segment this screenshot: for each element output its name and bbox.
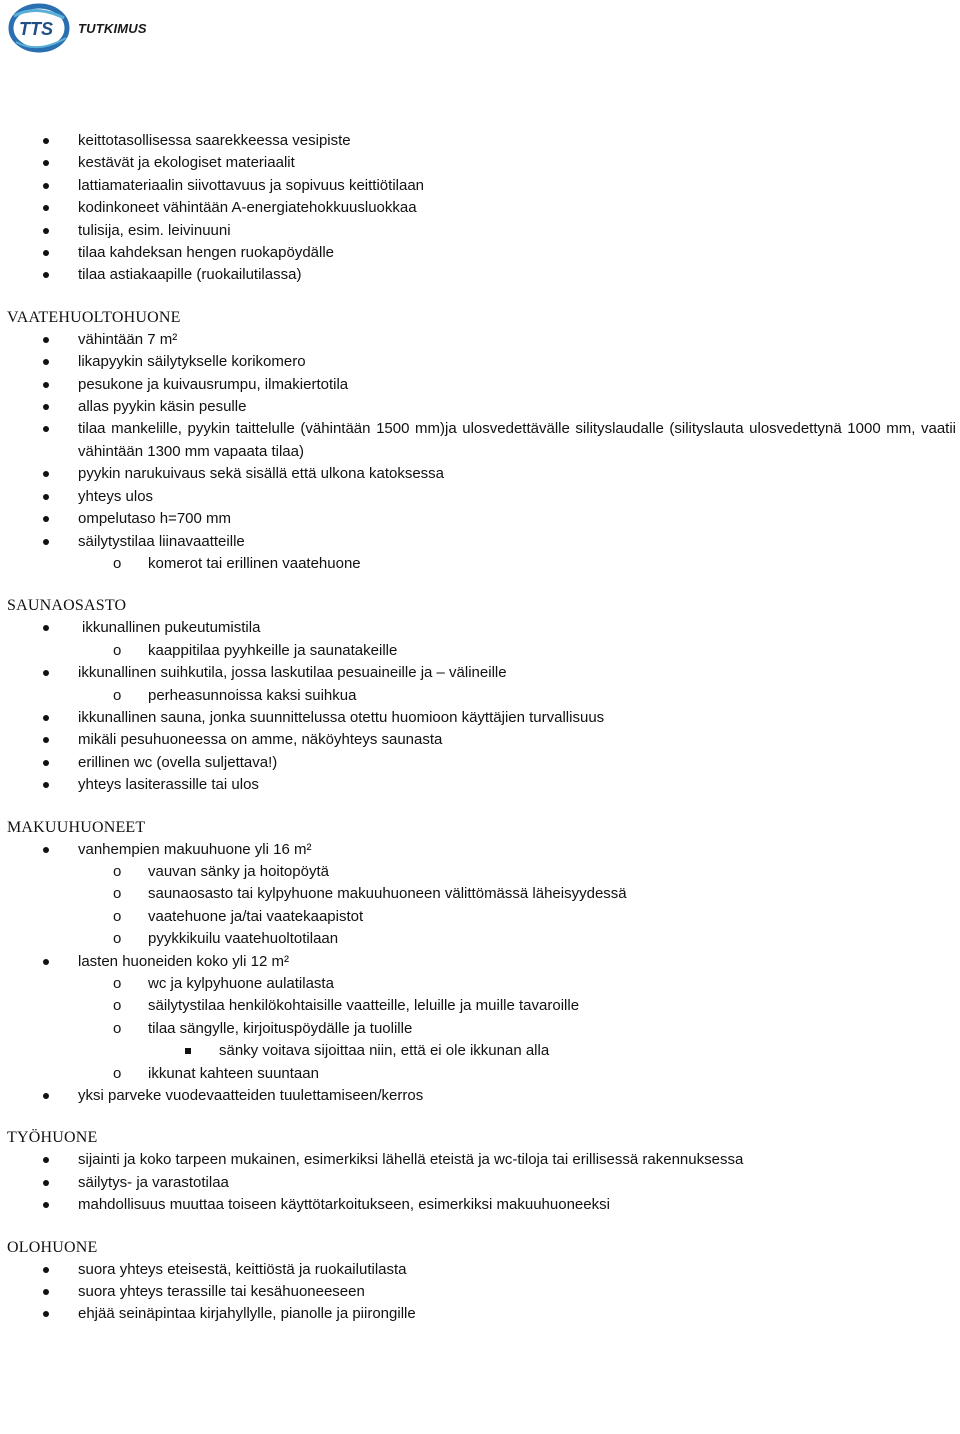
list-item: mikäli pesuhuoneessa on amme, näköyhteys saunasta bbox=[0, 729, 960, 751]
list-item: allas pyykin käsin pesulle bbox=[0, 396, 960, 418]
list-item: tilaa kahdeksan hengen ruokapöydälle bbox=[0, 242, 960, 264]
sub-list-item: o tilaa sängylle, kirjoituspöydälle ja tuolille bbox=[0, 1018, 960, 1040]
logo-mark-text: TTS bbox=[19, 19, 53, 39]
list-item: lasten huoneiden koko yli 12 m² bbox=[0, 951, 960, 973]
list-item: tilaa astiakaapille (ruokailutilassa) bbox=[0, 264, 960, 286]
list-item: ehjää seinäpintaa kirjahyllylle, pianolle ja piirongille bbox=[0, 1303, 960, 1325]
list-item: keittotasollisessa saarekkeessa vesipiste bbox=[0, 130, 960, 152]
list-item: sijainti ja koko tarpeen mukainen, esimerkiksi lähellä eteistä ja wc-tiloja tai erillisessä rakennuksessa bbox=[0, 1149, 960, 1171]
section-heading-makuuhuoneet: MAKUUHUONEET bbox=[7, 818, 146, 836]
section-heading-sauna: SAUNAOSASTO bbox=[7, 597, 127, 615]
list-item: ikkunallinen suihkutila, jossa laskutilaa pesuaineille ja – välineille bbox=[0, 662, 960, 684]
list-item: vanhempien makuuhuone yli 16 m² bbox=[0, 839, 960, 861]
section-heading-vaatehuolto: VAATEHUOLTOHUONE bbox=[7, 308, 181, 326]
list-item: säilytystilaa liinavaatteille bbox=[0, 531, 960, 553]
tts-logo-mark bbox=[6, 2, 76, 54]
list-item: kestävät ja ekologiset materiaalit bbox=[0, 152, 960, 174]
sub-list-item: o saunaosasto tai kylpyhuone makuuhuoneen välittömässä läheisyydessä bbox=[0, 883, 960, 905]
list-item: lattiamateriaalin siivottavuus ja sopivuus keittiötilaan bbox=[0, 175, 960, 197]
list-item: tulisija, esim. leivinuuni bbox=[0, 220, 960, 242]
makuuhuoneet-list bbox=[0, 839, 960, 1108]
sauna-list bbox=[0, 617, 960, 796]
section-heading-olohuone: OLOHUONE bbox=[7, 1238, 98, 1256]
sub-list-item: o komerot tai erillinen vaatehuone bbox=[0, 553, 960, 575]
sub-list-item: o pyykkikuilu vaatehuoltotilaan bbox=[0, 928, 960, 950]
list-item: ikkunallinen pukeutumistila bbox=[0, 617, 960, 639]
list-item: ompelutaso h=700 mm bbox=[0, 508, 960, 530]
vaatehuolto-list bbox=[0, 329, 960, 575]
logo-text: TUTKIMUS bbox=[78, 21, 147, 36]
sub-list-item: o säilytystilaa henkilökohtaisille vaatteille, leluille ja muille tavaroille bbox=[0, 995, 960, 1017]
list-item: yksi parveke vuodevaatteiden tuulettamiseen/kerros bbox=[0, 1085, 960, 1107]
list-item: suora yhteys terassille tai kesähuoneeseen bbox=[0, 1281, 960, 1303]
sub-list-item: o ikkunat kahteen suuntaan bbox=[0, 1063, 960, 1085]
list-item: yhteys lasiterassille tai ulos bbox=[0, 774, 960, 796]
document-body bbox=[0, 130, 960, 1326]
list-item: ikkunallinen sauna, jonka suunnittelussa otettu huomioon käyttäjien turvallisuus bbox=[0, 707, 960, 729]
list-item: pyykin narukuivaus sekä sisällä että ulkona katoksessa bbox=[0, 463, 960, 485]
list-item: suora yhteys eteisestä, keittiöstä ja ruokailutilasta bbox=[0, 1259, 960, 1281]
section-heading-tyohuone: TYÖHUONE bbox=[7, 1129, 98, 1147]
list-item: kodinkoneet vähintään A-energiatehokkuusluokkaa bbox=[0, 197, 960, 219]
list-item: tilaa mankelille, pyykin taittelulle (vähintään 1500 mm)ja ulosvedettävälle silityslaudalle (silityslauta ulosvedettynä 1000 mm, vaatii vähintään 1300 mm vapaata tilaa) bbox=[0, 418, 960, 463]
list-item: säilytys- ja varastotilaa bbox=[0, 1172, 960, 1194]
sub-list-item: o vauvan sänky ja hoitopöytä bbox=[0, 861, 960, 883]
list-item: mahdollisuus muuttaa toiseen käyttötarkoitukseen, esimerkiksi makuuhuoneeksi bbox=[0, 1194, 960, 1216]
list-item: erillinen wc (ovella suljettava!) bbox=[0, 752, 960, 774]
tts-logo bbox=[6, 2, 156, 54]
sub-list-item: o vaatehuone ja/tai vaatekaapistot bbox=[0, 906, 960, 928]
tyohuone-list bbox=[0, 1149, 960, 1216]
sub-sub-list-item: sänky voitava sijoittaa niin, että ei ole ikkunan alla bbox=[0, 1040, 960, 1062]
intro-list bbox=[0, 130, 960, 287]
olohuone-list bbox=[0, 1259, 960, 1326]
list-item: vähintään 7 m² bbox=[0, 329, 960, 351]
sub-list-item: o kaappitilaa pyyhkeille ja saunatakeille bbox=[0, 640, 960, 662]
sub-list-item: o perheasunnoissa kaksi suihkua bbox=[0, 685, 960, 707]
list-item: pesukone ja kuivausrumpu, ilmakiertotila bbox=[0, 374, 960, 396]
list-item: yhteys ulos bbox=[0, 486, 960, 508]
sub-list-item: o wc ja kylpyhuone aulatilasta bbox=[0, 973, 960, 995]
list-item: likapyykin säilytykselle korikomero bbox=[0, 351, 960, 373]
